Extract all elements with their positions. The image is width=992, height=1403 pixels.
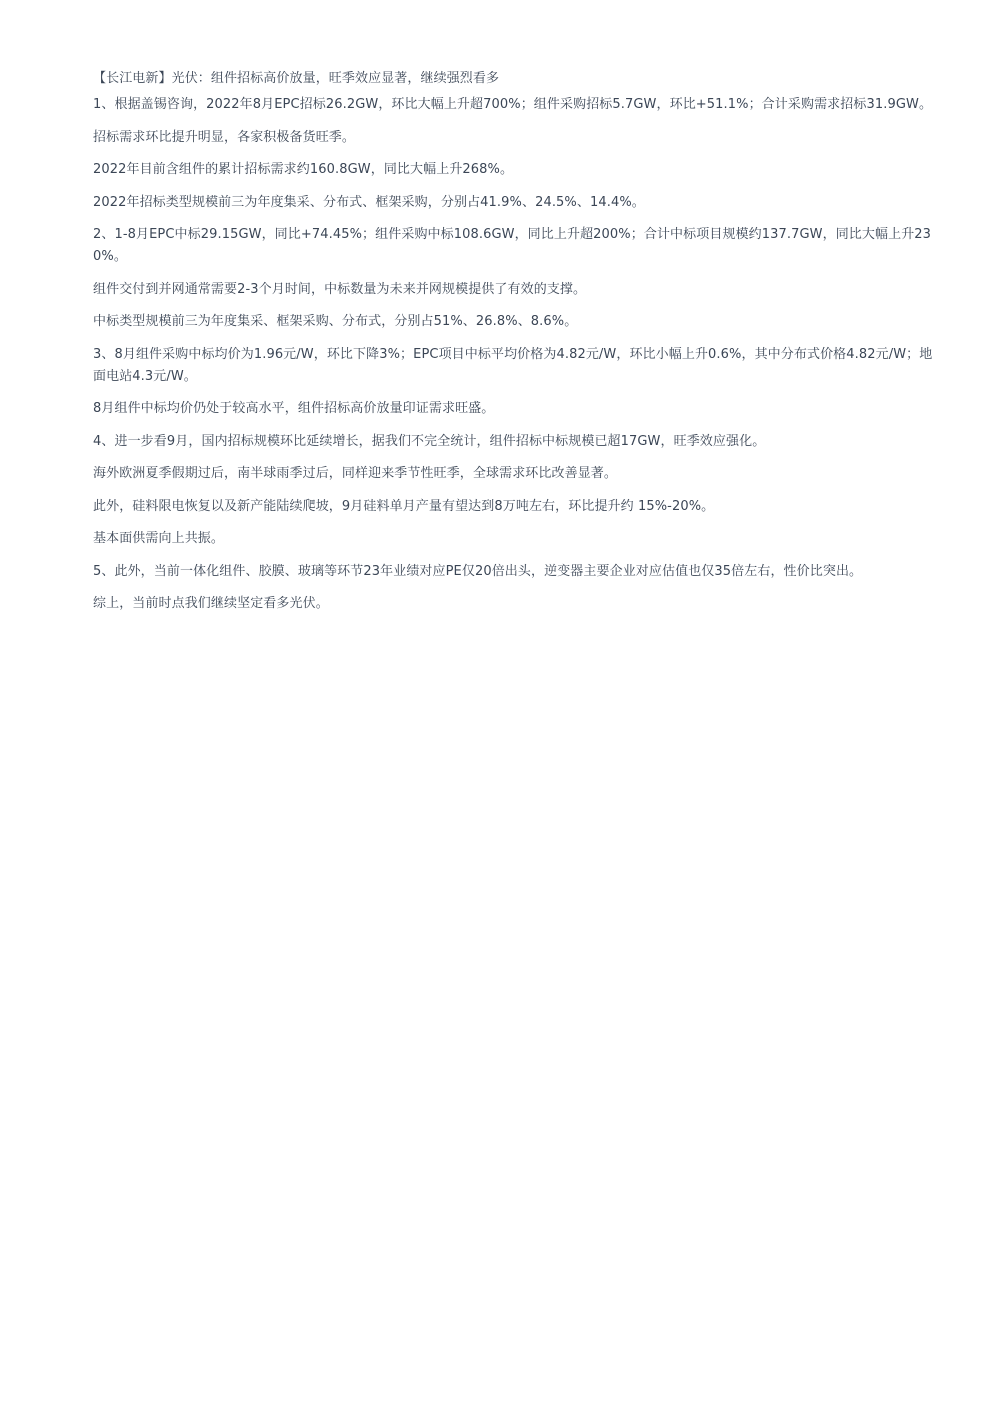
document-body xyxy=(93,68,938,626)
paragraph-september-outlook: 4、进一步看9月，国内招标规模环比延续增长，据我们不完全统计，组件招标中标规模已超17GW，旺季效应强化。 xyxy=(93,433,766,449)
paragraph-cumulative-demand: 2022年目前含组件的累计招标需求约160.8GW，同比大幅上升268%。 xyxy=(93,162,514,177)
document-title: 【长江电新】光伏：组件招标高价放量，旺季效应显著，继续强烈看多 xyxy=(93,71,500,86)
paragraph-overseas-demand: 海外欧洲夏季假期过后，南半球雨季过后，同样迎来季节性旺季，全球需求环比改善显著。 xyxy=(93,466,618,481)
paragraph-price-level: 8月组件中标均价仍处于较高水平，组件招标高价放量印证需求旺盛。 xyxy=(93,401,495,416)
paragraph-prices: 3、8月组件采购中标均价为1.96元/W，环比下降3%；EPC项目中标平均价格为4.82元/W，环比小幅上升0.6%，其中分布式价格4.82元/W；地面电站4.3元/W。 xyxy=(93,346,933,384)
paragraph-silicon-supply: 此外，硅料限电恢复以及新产能陆续爬坡，9月硅料单月产量有望达到8万吨左右，环比提升约 15%-20%。 xyxy=(93,498,715,514)
paragraph-valuation: 5、此外，当前一体化组件、胶膜、玻璃等环节23年业绩对应PE仅20倍出头，逆变器主要企业对应估值也仅35倍左右，性价比突出。 xyxy=(93,563,863,579)
paragraph-delivery-time: 组件交付到并网通常需要2-3个月时间，中标数量为未来并网规模提供了有效的支撑。 xyxy=(93,281,587,297)
paragraph-conclusion: 综上，当前时点我们继续坚定看多光伏。 xyxy=(93,596,329,611)
paragraph-epc-bidding: 1、根据盖锡咨询，2022年8月EPC招标26.2GW，环比大幅上升超700%；组件采购招标5.7GW，环比+51.1%；合计采购需求招标31.9GW。 xyxy=(93,97,933,112)
paragraph-bidding-types: 2022年招标类型规模前三为年度集采、分布式、框架采购，分别占41.9%、24.5%、14.4%。 xyxy=(93,194,645,210)
paragraph-winning-types: 中标类型规模前三为年度集采、框架采购、分布式，分别占51%、26.8%、8.6%。 xyxy=(93,314,578,329)
paragraph-winning-bids: 2、1-8月EPC中标29.15GW，同比+74.45%；组件采购中标108.6GW，同比上升超200%；合计中标项目规模约137.7GW，同比大幅上升230%。 xyxy=(93,227,932,264)
paragraph-fundamentals: 基本面供需向上共振。 xyxy=(93,531,225,546)
paragraph-demand-increase: 招标需求环比提升明显，各家积极备货旺季。 xyxy=(93,129,356,145)
